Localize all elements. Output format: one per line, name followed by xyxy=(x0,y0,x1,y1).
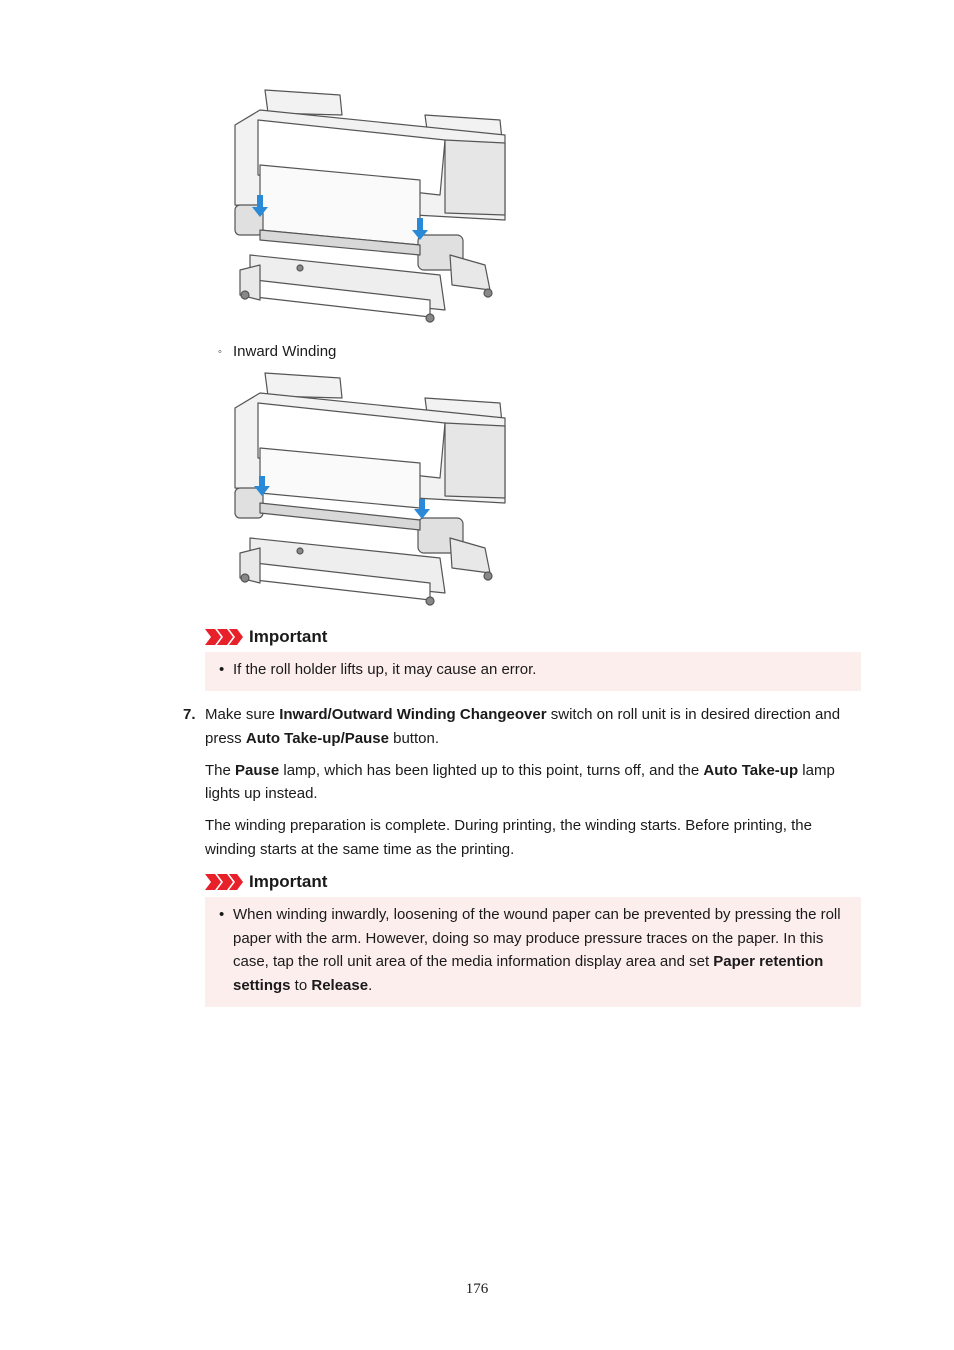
printer-inward-figure xyxy=(230,368,510,613)
important-arrows-icon xyxy=(205,629,245,645)
step-paragraph-3: The winding preparation is complete. During printing, the winding starts. Before printing, the winding starts at the same time as the printing. xyxy=(205,817,812,858)
important-label-2: Important xyxy=(249,872,328,891)
step-paragraph-2: The Pause lamp, which has been lighted up to this point, turns off, and the Auto Take-up lamp lights up instead. xyxy=(205,761,835,802)
page-number: 176 xyxy=(465,1281,489,1297)
step-body xyxy=(205,703,848,861)
step-paragraph-1: Make sure Inward/Outward Winding Changeover switch on roll unit is in desired direction and press Auto Take-up/Pause button. xyxy=(205,706,841,747)
important-arrows-icon xyxy=(205,874,245,890)
important-label-1: Important xyxy=(249,627,328,646)
important-heading-2 xyxy=(205,871,327,893)
printer-outward-figure xyxy=(230,85,510,330)
figure-caption xyxy=(218,342,336,363)
important-item-1 xyxy=(219,658,845,682)
printer-illustration-outward xyxy=(230,85,510,330)
important-item-text: If the roll holder lifts up, it may cause an error. xyxy=(233,661,537,678)
important-item-text: When winding inwardly, loosening of the wound paper can be prevented by pressing the roll paper with the arm. However, doing so may produce pressure traces on the paper. In this case, tap the roll unit area of the media information display area and set Paper retention settings to Release. xyxy=(233,906,841,994)
bullet-dot: • xyxy=(219,906,225,923)
important-box-1 xyxy=(205,652,861,691)
printer-illustration-inward xyxy=(230,368,510,613)
caption-bullet: ◦ xyxy=(218,346,222,358)
important-item-2 xyxy=(219,903,845,997)
important-heading-1 xyxy=(205,626,327,648)
step-number: 7. xyxy=(183,706,196,723)
step-7 xyxy=(183,703,848,870)
caption-text: Inward Winding xyxy=(233,343,337,360)
important-box-2 xyxy=(205,897,861,1007)
bullet-dot: • xyxy=(219,661,225,678)
